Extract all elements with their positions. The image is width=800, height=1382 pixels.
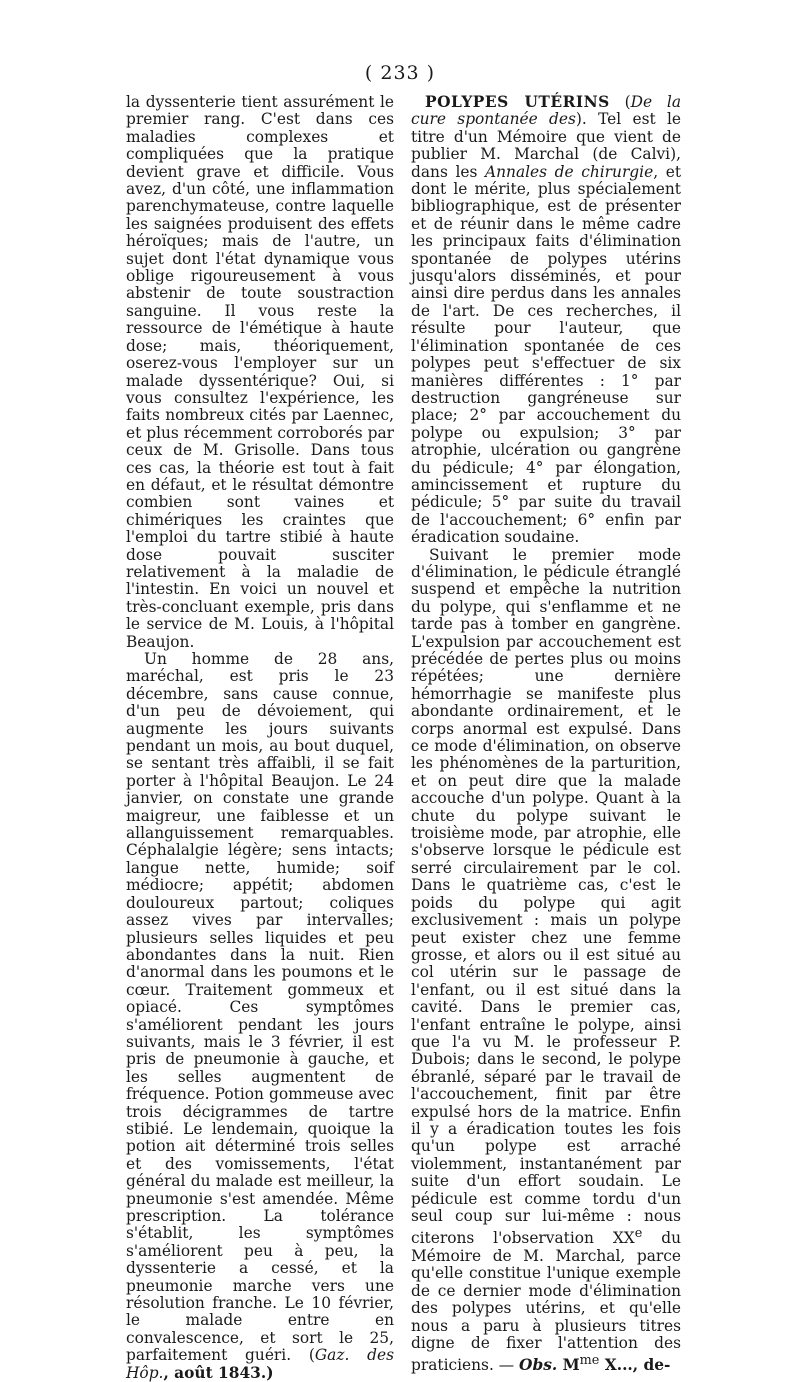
modes-text-b: du Mémoire de M. Marchal, parce qu'elle constitue l'unique exemple de ce dernier mode d'élimination des polypes utérins, et qu'elle nous a paru à plusieurs titres digne de fixer l'attention des praticiens. — xyxy=(411,1229,681,1375)
intro-text-a: ). Tel est le titre d'un Mémoire que vient de publier M. Marchal (de Calvi), dans les xyxy=(411,110,681,181)
subtitle-open: ( xyxy=(609,93,631,111)
paragraph-polypes-intro xyxy=(411,94,681,547)
article-title: POLYPES UTÉRINS xyxy=(425,93,610,111)
obs-name: M xyxy=(557,1356,580,1375)
paragraph-elimination-modes xyxy=(411,547,681,1375)
modes-text: Suivant le premier mode d'élimination, le pédicule étranglé suspend et empêche la nutrition du polype, qui s'enflamme et ne tarde pas à tomber en gangrène. L'expulsion par accouchement est précédée de pertes plus ou moins répétées; une dernière hémorrhagie se manifeste plus abondante ordinairement, et le corps anormal est expulsé. Dans ce mode d'élimination, on observe les phénomènes de la parturition, et on peut dire que la malade accouche d'un polype. Quant à la chute du polype suivant le troisième mode, par atrophie, elle s'observe lorsque le pédicule est serré circulairement par le col. Dans le quatrième cas, c'est le poids du polype qui agit exclusivement : mais un polype peut exister chez une femme grosse, et alors ou il est situé au col utérin sur le passage de l'enfant, ou il est situé dans la cavité. Dans le premier cas, l'enfant entraîne le polype, ainsi que l'a vu M. le professeur P. Dubois; dans le second, le polype ébranlé, séparé par le travail de l'accouchement, finit par être expulsé hors de la matrice. Enfin il y a éradication toutes les fois qu'un polype est arraché violemment, instantanément par suite d'un effort soudain. Le pédicule est comme tordu d'un seul coup sur lui-même : nous citerons l'observation XX xyxy=(411,545,681,1248)
case-report-text: Un homme de 28 ans, maréchal, est pris le 23 décembre, sans cause connue, d'un peu de dévoiement, qui augmente les jours suivants pendant un mois, au bout duquel, se sentant très affaibli, il se fait porter à l'hôpital Beaujon. Le 24 janvier, on constate une grande maigreur, une faiblesse et un allanguissement remarquables. Céphalalgie légère; sens intacts; langue nette, humide; soif médiocre; appétit; abdomen douloureux partout; coliques assez vives par intervalles; plusieurs selles liquides et peu abondantes dans la nuit. Rien d'anormal dans les poumons et le cœur. Traitement gommeux et opiacé. Ces symptômes s'améliorent pendant les jours suivants, mais le 3 février, il est pris de pneumonie à gauche, et les selles augmentent de fréquence. Potion gommeuse avec trois décigrammes de tartre stibié. Le lendemain, quoique la potion ait déterminé trois selles et des vomissements, l'état général du malade est meilleur, la pneumonie s'est amendée. Même prescription. La tolérance s'établit, les symptômes s'améliorent peu à peu, la dyssenterie a cessé, et la pneumonie marche vers une résolution franche. Le 10 février, le malade entre en convalescence, et sort le 25, parfaitement guéri. ( xyxy=(126,650,394,1365)
source-citation: Gaz. des Hôp. xyxy=(126,1346,394,1382)
article-subtitle: De la cure spontanée des xyxy=(411,93,681,129)
superscript-me: me xyxy=(579,1353,600,1369)
obs-label: Obs. xyxy=(519,1356,558,1375)
journal-name: Annales de chirurgie xyxy=(485,162,654,181)
right-column xyxy=(411,94,681,1375)
page-number: ( 233 ) xyxy=(364,62,436,84)
paragraph-case-report xyxy=(126,651,394,1382)
superscript-e: e xyxy=(634,1226,643,1242)
obs-end: X..., de- xyxy=(599,1356,671,1375)
left-column xyxy=(126,94,394,1382)
intro-text-b: , et dont le mérite, plus spécialement bibliographique, est de présenter et de réunir dans le même cadre les principaux faits d'élimination spontanée de polypes utérins jusqu'alors disséminés, et pour ainsi dire perdus dans les annales de l'art. De ces recherches, il résulte pour l'auteur, que l'élimination spontanée de ces polypes peut s'effectuer de six manières différentes : 1° par destruction gangréneuse sur place; 2° par accouchement du polype ou expulsion; 3° par atrophie, ulcération ou gangrène du pédicule; 4° par élongation, amincissement et rupture du pédicule; 5° par suite du travail de l'accouchement; 6° enfin par éradication soudaine. xyxy=(411,162,681,547)
citation-date: , août 1843.) xyxy=(163,1363,274,1382)
paragraph-dysentery: la dyssenterie tient assurément le premier rang. C'est dans ces maladies complexes et compliquées que la pratique devient grave et difficile. Vous avez, d'un côté, une inflammation parenchymateuse, contre laquelle les saignées produisent des effets héroïques; mais de l'autre, un sujet dont l'état dynamique vous oblige rigoureusement à vous abstenir de toute soustraction sanguine. Il vous reste la ressource de l'émétique à haute dose; mais, théoriquement, oserez-vous l'employer sur un malade dyssentérique? Oui, si vous consultez l'expérience, les faits nombreux cités par Laennec, et plus récemment corroborés par ceux de M. Grisolle. Dans tous ces cas, la théorie est tout à fait en défaut, et le résultat démontre combien sont vaines et chimériques les craintes que l'emploi du tartre stibié à haute dose pouvait susciter relativement à la maladie de l'intestin. En voici un nouvel et très-concluant exemple, pris dans le service de M. Louis, à l'hôpital Beaujon. xyxy=(126,93,394,651)
